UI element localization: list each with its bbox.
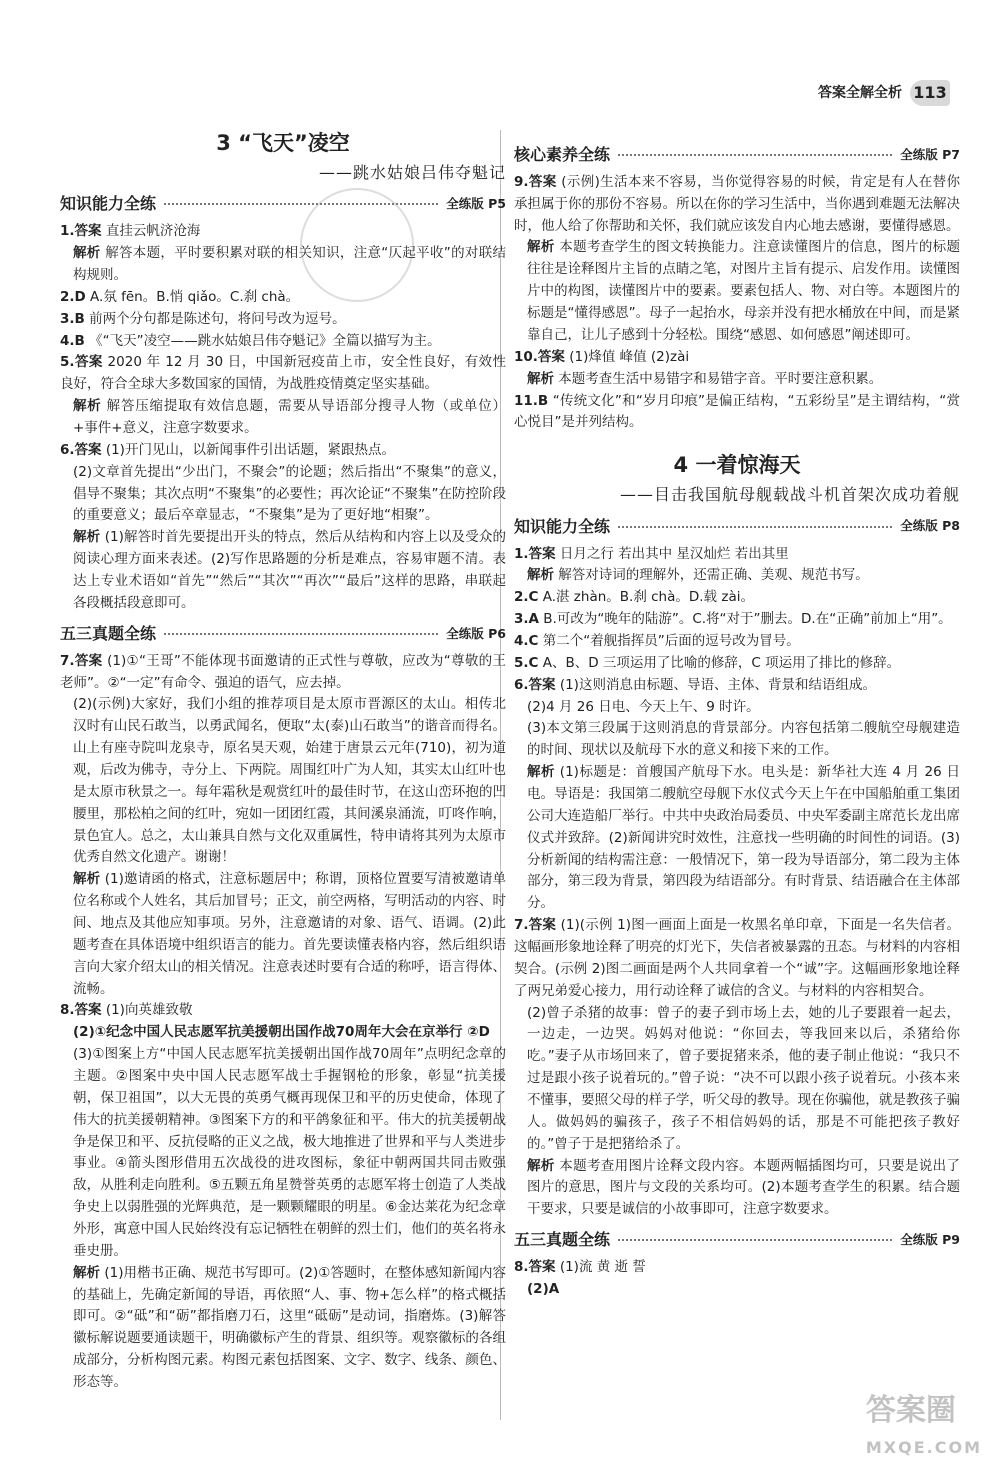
item-text: B.可改为“晚年的陆游”。C.将“对于”删去。D.在“正确”前加上“用”。 <box>538 611 952 628</box>
header-title: 答案全解全析 <box>818 84 902 101</box>
item-label: 解析 <box>73 245 101 262</box>
item-label: 解析 <box>527 239 555 256</box>
answer-item <box>514 544 960 566</box>
item-text: 第二个“着舰指挥员”后面的逗号改为冒号。 <box>538 632 800 649</box>
item-label: 3.A <box>514 611 539 628</box>
answer-item <box>60 352 506 396</box>
lesson-title: 4 一着惊海天 <box>673 453 801 478</box>
section-version: 全练版 P6 <box>446 625 506 641</box>
item-label: 1.答案 <box>514 545 556 562</box>
item-label: 3.B <box>60 310 85 327</box>
item-label: 8.答案 <box>60 1002 102 1019</box>
item-text: (1)烽值 峰值 (2)zài <box>564 348 690 365</box>
answer-item <box>514 565 960 587</box>
item-label: 解析 <box>73 1264 101 1281</box>
section-header <box>514 142 960 168</box>
item-list <box>514 172 960 434</box>
answer-item <box>60 869 506 1000</box>
item-text: (1)邀请函的格式，注意标题居中；称谓，顶格位置要写清被邀请单位名称或个人姓名，其后加冒号；正文，前空两格，写明活动的内容、时间、地点及其他应知事项。另外，注意邀请的对象、语气、语调。(2)此题考查在具体语境中组织语言的能力。首先要读懂表格内容，然后组织语言向大家介绍太山的相关情况。注意表述时要有合适的称呼，语言得体、流畅。 <box>73 871 506 997</box>
item-list <box>514 544 960 1222</box>
item-label: 5.C <box>514 654 539 671</box>
item-text: 前两个分句都是陈述句，将问号改为逗号。 <box>84 310 346 327</box>
answer-item <box>514 347 960 369</box>
answer-item <box>60 694 506 869</box>
item-label: 7.答案 <box>514 917 557 934</box>
section-name: 知识能力全练 <box>60 194 157 214</box>
item-text: (2)文章首先提出“少出门，不聚会”的论题；然后指出“不聚集”的意义，倡导不聚集；其次点明“不聚集”的必要性；再次论证“不聚集”在防控阶段的重要意义；最后卒章显志，“不聚集”是为了更好地“相聚”。 <box>73 463 506 524</box>
lesson-title: 3 “飞天”凌空 <box>216 131 350 155</box>
answer-item <box>60 462 506 528</box>
section-version: 全练版 P7 <box>900 146 960 162</box>
item-text: (1)解答时首先要提出开头的特点，然后从结构和内容上以及受众的阅读心理方面来表述。(2)写作思路题的分析是难点，容易审题不清。表达上专业术语如“首先”“然后”“其次”“再次”“最后”这样的思路，串联起各段概括段意即可。 <box>73 529 506 611</box>
lesson-subtitle: ——目击我国航母舰载战斗机首架次成功着舰 <box>619 484 960 504</box>
item-text: 解答压缩提取有效信息题，需要从导语部分搜寻人物（或单位）+事件+意义，注意字数要求。 <box>73 398 507 437</box>
section-dots <box>618 1239 892 1241</box>
item-text: (2)4 月 26 日电、今天上午、9 时许。 <box>527 698 760 715</box>
answer-item <box>514 609 960 631</box>
answer-item <box>60 1000 506 1022</box>
section-name: 知识能力全练 <box>514 516 611 536</box>
answer-item <box>514 1257 960 1279</box>
answer-item <box>60 651 506 695</box>
item-label: 解析 <box>527 1157 555 1174</box>
item-label: 7.答案 <box>60 652 103 669</box>
answer-item <box>60 243 506 287</box>
answer-item <box>60 440 506 462</box>
item-label: 2.D <box>60 288 86 305</box>
answer-item <box>514 391 960 435</box>
section-header <box>514 514 960 540</box>
answer-item <box>514 237 960 346</box>
item-text: A、B、D 三项运用了比喻的修辞，C 项运用了排比的修辞。 <box>538 654 901 671</box>
item-text: 本题考查学生的图文转换能力。注意读懂图片的信息，图片的标题往往是诠释图片主旨的点睛之笔，对图片主旨有提示、启发作用。读懂图片中的构图，读懂图片中的要素。要素包括人、物、对白等。本题图片的标题是“懂得感恩”。母子一起抬水，母亲并没有把水桶放在中间，而是紧靠自己，让儿子感到十分轻松。围绕“感恩、如何感恩”阐述即可。 <box>527 239 961 343</box>
item-label: 10.答案 <box>514 348 565 365</box>
item-text: (2)①纪念中国人民志愿军抗美援朝出国作战70周年大会在京举行 ②D <box>73 1024 490 1041</box>
item-label: 4.C <box>514 632 539 649</box>
item-label: 解析 <box>73 398 102 415</box>
item-text: (2)曾子杀猪的故事：曾子的妻子到市场上去，她的儿子要跟着一起去，一边走，一边哭。妈妈对他说：“你回去，等我回来以后，杀猪给你吃。”妻子从市场回来了，曾子要捉猪来杀，他的妻子制止他说：“我只不过是跟小孩子说着玩的。”曾子说：“决不可以跟小孩子说着玩。小孩本来不懂事，要照父母的样子学，听父母的教导。现在你骗他，就是教孩子骗人。做妈妈的骗孩子，孩子不相信妈妈的话，那是不可能把孩子教好的。”曾子于是把猪给杀了。 <box>527 1004 960 1152</box>
answer-item <box>60 287 506 309</box>
item-label: 解析 <box>73 871 101 888</box>
answer-item <box>514 675 960 697</box>
item-text: (1)这则消息由标题、导语、主体、背景和结语组成。 <box>555 676 876 693</box>
item-text: (1)开门见山，以新闻事件引出话题，紧跟热点。 <box>101 441 395 458</box>
answer-item <box>514 762 960 915</box>
item-list <box>60 221 506 614</box>
answer-item <box>514 1156 960 1222</box>
answer-item <box>60 309 506 331</box>
item-text: (2)A <box>527 1280 560 1297</box>
site-watermark <box>866 1387 982 1462</box>
section-dots <box>618 526 892 528</box>
item-text: 2020 年 12 月 30 日，中国新冠疫苗上市，安全性良好，有效性良好，符合全球大多数国家的国情，为战胜疫情奠定坚实基础。 <box>60 354 506 393</box>
item-label: 8.答案 <box>514 1259 556 1276</box>
lesson-subtitle: ——跳水姑娘吕伟夺魁记 <box>318 162 506 182</box>
answer-item <box>60 1044 506 1263</box>
answer-item <box>60 221 506 243</box>
page-number: 113 <box>910 80 950 106</box>
answer-item <box>60 331 506 353</box>
answer-item <box>514 1003 960 1156</box>
item-label: 11.B <box>514 392 549 409</box>
item-text: (示例)生活本来不容易，当你觉得容易的时候，肯定是有人在替你承担属于你的那份不容易。所以在你的学习生活中，当你遇到难题无法解决时，他人给了你帮助和关怀，我们就应该发自内心地去感谢，要懂得感恩。 <box>514 173 961 234</box>
item-text: 本题考查用图片诠释文段内容。本题两幅插图均可，只要是说出了图片的意思，图片与文段的关系均可。(2)本题考查学生的积累。结合题干要求，只要是诚信的小故事即可，注意字数要求。 <box>527 1157 961 1218</box>
item-label: 解析 <box>527 764 556 781</box>
item-text: (1)向英雄致敬 <box>101 1002 193 1019</box>
answer-item <box>514 653 960 675</box>
answer-item <box>514 369 960 391</box>
section-dots <box>618 154 892 156</box>
item-label: 4.B <box>60 332 85 349</box>
item-label: 解析 <box>73 529 101 546</box>
item-text: 本题考查生活中易错字和易错字音。平时要注意积累。 <box>554 370 883 387</box>
item-text: 直挂云帆济沧海 <box>101 223 201 240</box>
answer-item <box>60 396 506 440</box>
section-header <box>60 191 506 217</box>
watermark-main: 答案圈 <box>865 1392 956 1428</box>
answer-item <box>514 718 960 762</box>
item-label: 1.答案 <box>60 223 102 240</box>
item-text: (2)(示例)大家好，我们小组的推荐项目是太原市晋源区的太山。相传北汉时有山民石敢当，以勇武闻名，便取“太(泰)山石敢当”的谐音而得名。山上有座寺院叫龙泉寺，原名昊天观，始建于唐景云元年(710)，初为道观，后改为佛寺，寺分上、下两院。周围红叶广为人知，其实太山红叶也是太原市秋景之一。每年霜秋是观赏红叶的最佳时节，在这山峦环抱的凹腰里，那松柏之间的红叶，宛如一团团红霞，其间溪泉涌流，叮咚作响，景色宜人。总之，太山兼具自然与文化双重属性，特申请将其列为太原市优秀自然文化遗产。谢谢！ <box>73 696 506 866</box>
item-text: A.湛 zhàn。B.刹 chà。D.载 zài。 <box>538 589 754 606</box>
item-text: “传统文化”和“岁月印痕”是偏正结构，“五彩纷呈”是主谓结构，“赏心悦目”是并列结构。 <box>514 392 960 431</box>
answer-item <box>514 697 960 719</box>
item-text: 解答本题，平时要积累对联的相关知识，注意“仄起平收”的对联结构规则。 <box>73 245 506 284</box>
item-label: 6.答案 <box>514 676 556 693</box>
item-label: 6.答案 <box>60 441 102 458</box>
item-text: (1)流 黄 逝 誓 <box>555 1259 646 1276</box>
section-version: 全练版 P8 <box>900 518 960 534</box>
right-column <box>514 128 960 1301</box>
item-label: 2.C <box>514 589 539 606</box>
item-text: A.氛 fēn。B.悄 qiǎo。C.刹 chà。 <box>85 288 300 305</box>
item-text: (1)用楷书正确、规范书写即可。(2)①答题时，在整体感知新闻内容的基础上，先确定新闻的导语，再依照“人、事、物+怎么样”的格式概括即可。②“砥”和“砺”都指磨刀石，这里“砥砺”是动词，指磨炼。(3)解答徽标解说题要通读题干，明确徽标产生的背景、组织等。观察徽标的各组成部分，分析构图元素。构图元素包括图案、文字、数字、线条、颜色、形态等。 <box>73 1264 507 1391</box>
page-header <box>818 80 950 106</box>
item-label: 5.答案 <box>60 354 103 371</box>
section-name: 核心素养全练 <box>514 145 611 164</box>
answer-item <box>60 1263 506 1394</box>
stamp-watermark <box>300 188 414 302</box>
answer-item <box>514 1279 960 1301</box>
item-label: 9.答案 <box>514 173 557 190</box>
item-list <box>514 1257 960 1301</box>
section-name: 五三真题全练 <box>60 623 157 643</box>
item-text: (1)①“王哥”不能体现书面邀请的正式性与尊敬，应改为“尊敬的王老师”。②“一定”有命令、强迫的语气，应去掉。 <box>60 652 506 691</box>
item-text: (3)①图案上方“中国人民志愿军抗美援朝出国作战70周年”点明纪念章的主题。②图案中央中国人民志愿军战士手握钢枪的形象，彰显“抗美援朝，保卫祖国”，以大无畏的英勇气概再现保卫和平的历史使命，体现了伟大的抗美援朝精神。③图案下方的和平鸽象征和平。伟大的抗美援朝战争是保卫和平、反抗侵略的正义之战，极大地推进了世界和平与人类进步事业。④箭头图形借用五次战役的进攻图标，象征中朝两国共同击败强敌，从胜利走向胜利。⑤五颗五角星赞誉英勇的志愿军将士创造了人类战争史上以弱胜强的光辉典范，是一颗颗耀眼的明星。⑥金达莱花为纪念章外形，寓意中国人民始终没有忘记牺牲在朝鲜的烈士们，他们的英名将永垂史册。 <box>73 1046 506 1259</box>
answer-item <box>60 1022 506 1044</box>
answer-item <box>514 631 960 653</box>
watermark-sub: MXQE.COM <box>865 1438 982 1458</box>
answer-item <box>514 172 960 238</box>
answer-item <box>60 527 506 614</box>
item-text: 日月之行 若出其中 星汉灿烂 若出其里 <box>555 545 789 562</box>
section-dots <box>164 633 438 635</box>
item-text: (1)(示例 1)图一画面上面是一枚黑名单印章，下面是一名失信者。这幅画形象地诠释了明亮的灯光下，失信者被暴露的丑态。与材料的内容相契合。(示例 2)图二画面是两个人共同拿着一个“诚”字。这幅画形象地诠释了两兄弟爱心接力，用行动诠释了诚信的含义。与材料的内容相契合。 <box>514 917 961 999</box>
item-text: 解答对诗词的理解外，还需正确、美观、规范书写。 <box>554 567 869 584</box>
item-text: 《“飞天”凌空——跳水姑娘吕伟夺魁记》全篇以描写为主。 <box>84 332 441 349</box>
section-version: 全练版 P5 <box>446 196 506 212</box>
section-version: 全练版 P9 <box>900 1232 960 1247</box>
item-text: (3)本文第三段属于这则消息的背景部分。内容包括第二艘航空母舰建造的时间、现状以及航母下水的意义和接下来的工作。 <box>527 720 960 759</box>
item-label: 解析 <box>527 567 554 584</box>
item-text: (1)标题是：首艘国产航母下水。电头是：新华社大连 4 月 26 日电。导语是：我国第二艘航空母舰下水仪式今天上午在中国船舶重工集团公司大连造船厂举行。中共中央政治局委员、中央军委副主席范长龙出席仪式并致辞。(2)新闻讲究时效性，注意找一些明确的时间性的词语。(3)分析新闻的结构需注意：一般情况下，第一段为导语部分，第二段为主体部分，第三段为背景，第四段为结语部分。有时背景、结语融合在主体部分。 <box>527 764 960 912</box>
item-label: 解析 <box>527 370 554 387</box>
section-header <box>514 1227 960 1253</box>
section-header <box>60 621 506 647</box>
section-name: 五三真题全练 <box>514 1230 611 1250</box>
item-list <box>60 651 506 1394</box>
answer-item <box>514 587 960 609</box>
left-column <box>60 128 506 1394</box>
answer-item <box>514 915 960 1002</box>
